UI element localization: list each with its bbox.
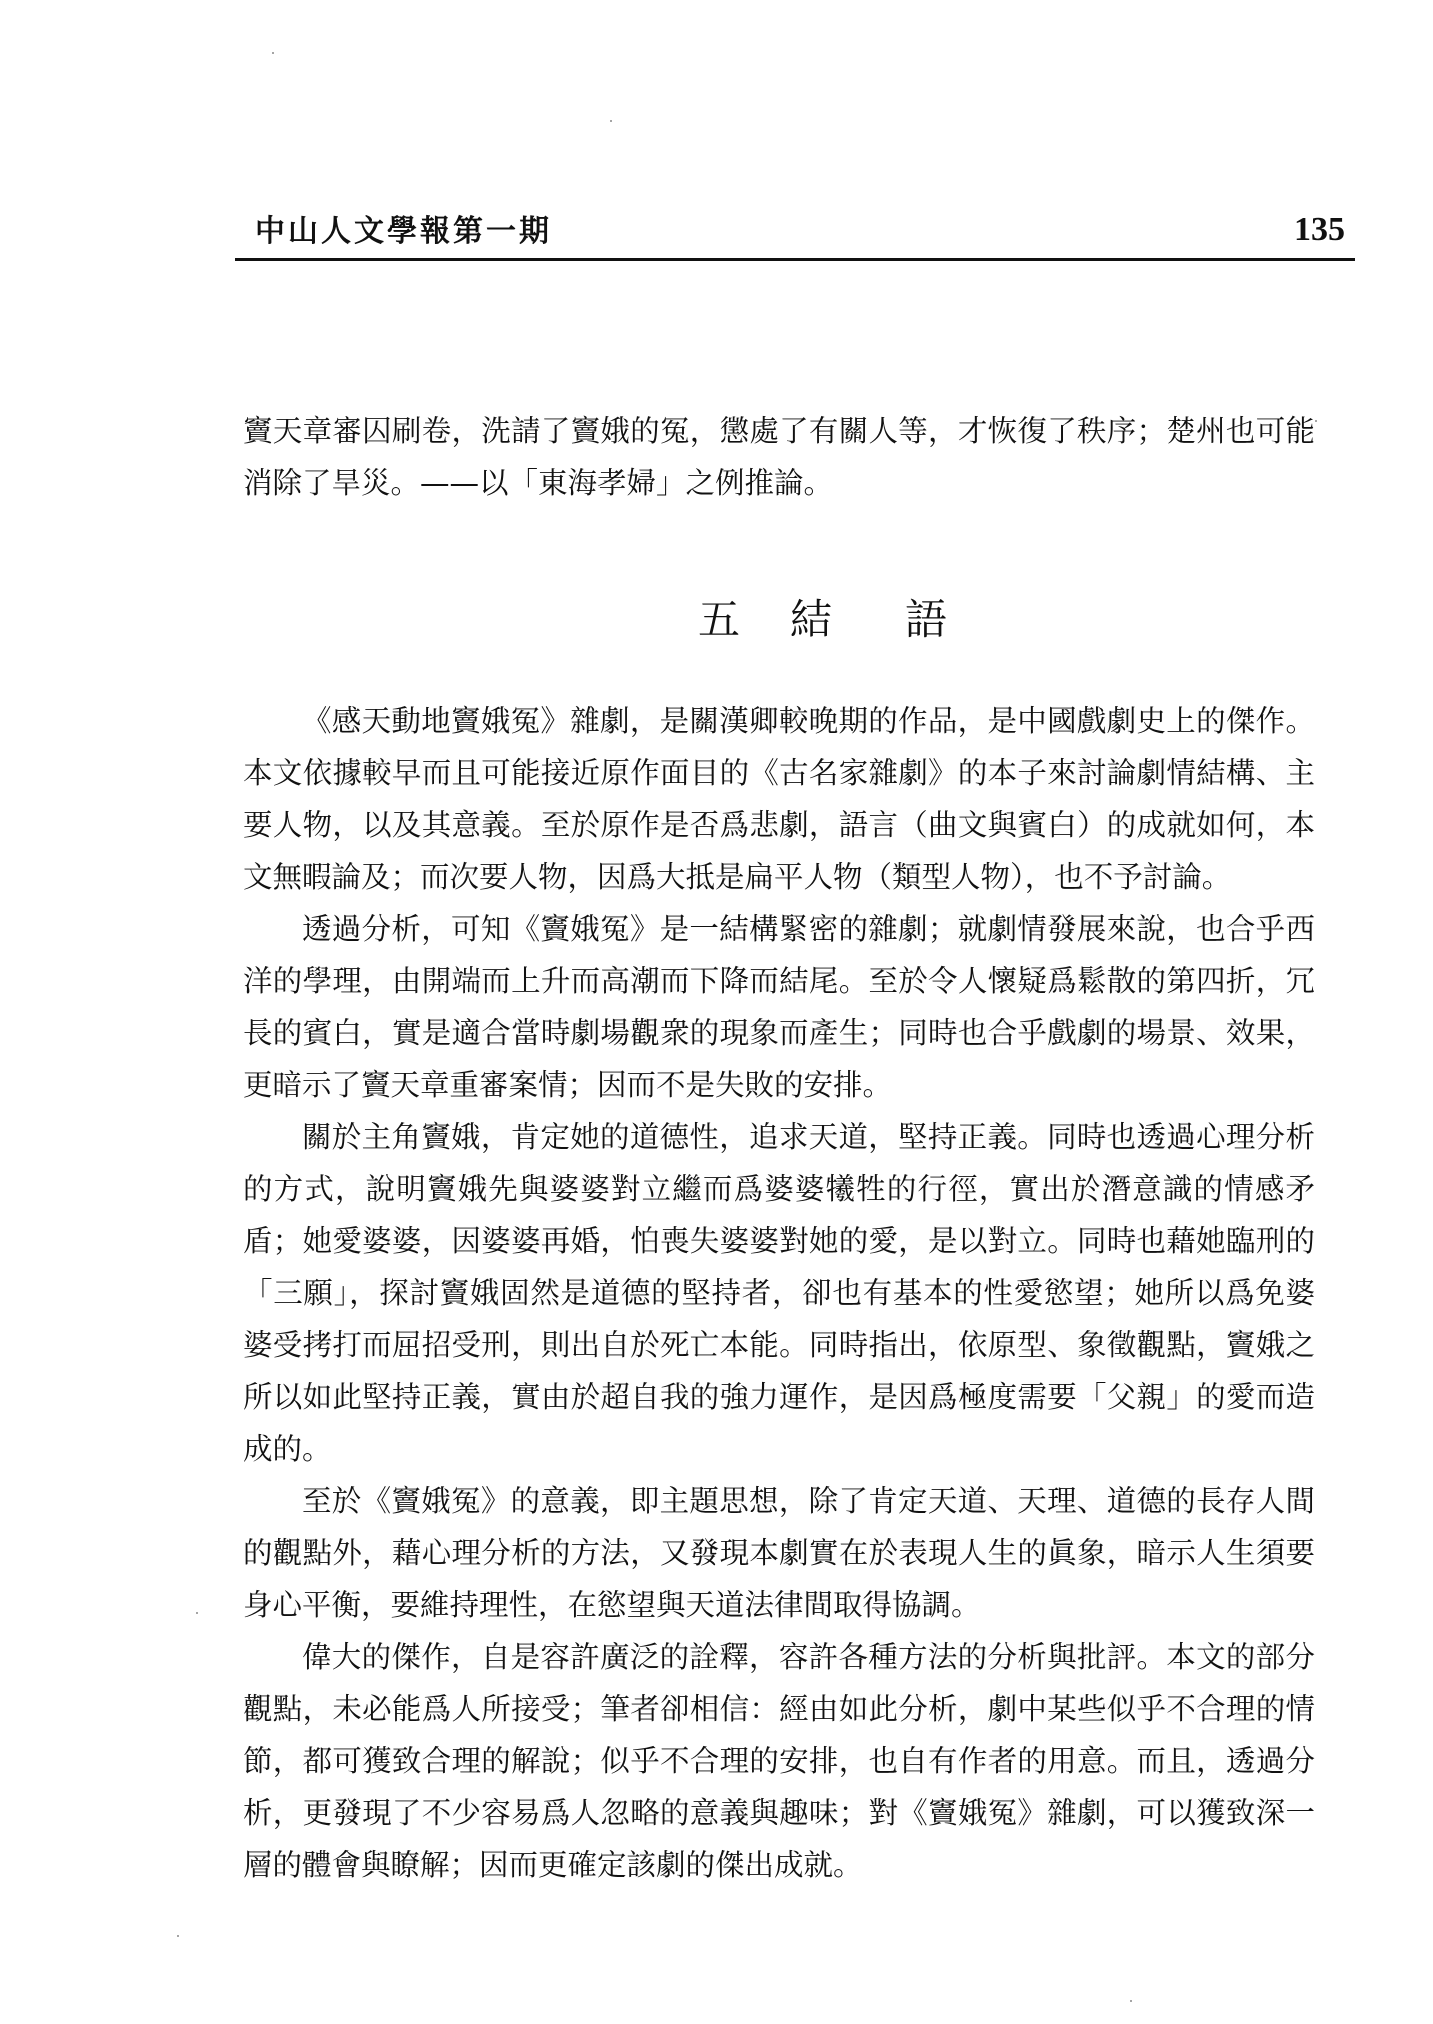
- scan-speck: [1130, 2000, 1132, 2002]
- running-header: [235, 212, 1355, 256]
- header-rule: [235, 258, 1355, 261]
- scan-speck: [177, 1935, 179, 1937]
- paragraph: 關於主角竇娥，肯定她的道德性，追求天道，堅持正義。同時也透過心理分析的方式，說明竇娥先與婆婆對立繼而爲婆婆犧牲的行徑，實出於潛意識的情感矛盾；她愛婆婆，因婆婆再婚，怕喪失婆婆對她的愛，是以對立。同時也藉她臨刑的「三願」，探討竇娥固然是道德的堅持者，卻也有基本的性愛慾望；她所以爲免婆婆受拷打而屈招受刑，則出自於死亡本能。同時指出，依原型、象徵觀點，竇娥之所以如此堅持正義，實由於超自我的強力運作，是因爲極度需要「父親」的愛而造成的。: [243, 1120, 1315, 1466]
- paragraph: 至於《竇娥冤》的意義，即主題思想，除了肯定天道、天理、道德的長存人間的觀點外，藉心理分析的方法，又發現本劇實在於表現人生的眞象，暗示人生須要身心平衡，要維持理性，在慾望與天道法律間取得協調。: [243, 1484, 1315, 1622]
- section-title-char-2: 語: [905, 595, 948, 644]
- section-heading: [680, 590, 980, 650]
- conclusion-body: [243, 695, 1315, 1891]
- continued-paragraph: 竇天章審囚刷卷，洗請了竇娥的冤，懲處了有關人等，才恢復了秩序；楚州也可能消除了旱災。——以「東海孝婦」之例推論。: [243, 414, 1315, 500]
- scan-speck: [196, 1612, 198, 1614]
- page-number: 135: [1294, 211, 1345, 248]
- section-number: 五: [698, 595, 741, 644]
- scan-speck: [272, 52, 274, 54]
- scan-speck: [610, 120, 612, 122]
- journal-title: 中山人文學報第一期: [255, 214, 552, 249]
- paragraph: 偉大的傑作，自是容許廣泛的詮釋，容許各種方法的分析與批評。本文的部分觀點，未必能爲人所接受；筆者卻相信：經由如此分析，劇中某些似乎不合理的情節，都可獲致合理的解說；似乎不合理的安排，也自有作者的用意。而且，透過分析，更發現了不少容易爲人忽略的意義與趣味；對《竇娥冤》雜劇，可以獲致深一層的體會與瞭解；因而更確定該劇的傑出成就。: [243, 1640, 1315, 1882]
- paragraph: 透過分析，可知《竇娥冤》是一結構緊密的雜劇；就劇情發展來說，也合乎西洋的學理，由開端而上升而高潮而下降而結尾。至於令人懷疑爲鬆散的第四折，冗長的賓白，實是適合當時劇場觀衆的現象而產生；同時也合乎戲劇的場景、效果，更暗示了竇天章重審案情；因而不是失敗的安排。: [243, 912, 1315, 1102]
- section-title-char-1: 結: [790, 595, 833, 644]
- scan-speck: [1315, 420, 1317, 422]
- paragraph: 《感天動地竇娥冤》雜劇，是關漢卿較晚期的作品，是中國戲劇史上的傑作。本文依據較早而且可能接近原作面目的《古名家雜劇》的本子來討論劇情結構、主要人物，以及其意義。至於原作是否爲悲劇，語言（曲文與賓白）的成就如何，本文無暇論及；而次要人物，因爲大抵是扁平人物（類型人物），也不予討論。: [243, 704, 1315, 894]
